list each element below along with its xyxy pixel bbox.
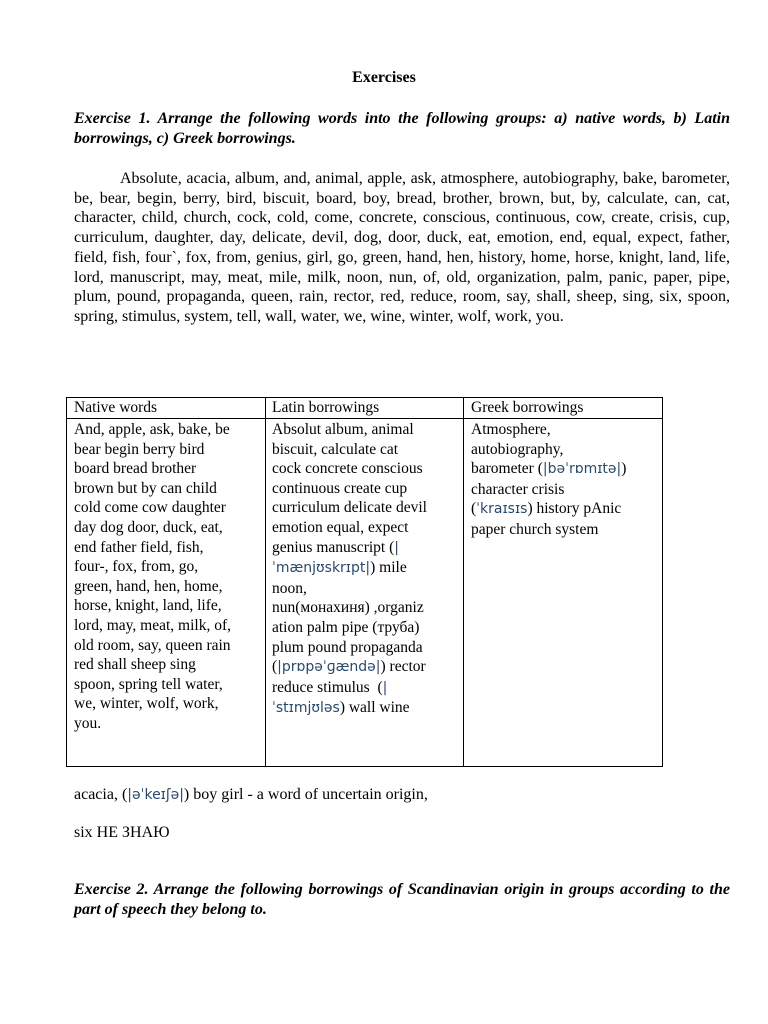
latin-line: [272, 698, 460, 719]
cell-latin-borrowings: [272, 420, 460, 719]
greek-line: [471, 499, 659, 520]
greek-line: Atmosphere,: [471, 421, 551, 438]
greek-text: barometer (: [471, 460, 543, 478]
borrowings-table: [66, 397, 663, 767]
ipa-transcription: ˈstɪmjʊləs: [272, 700, 340, 717]
latin-line: Absolut album, animal: [272, 421, 414, 438]
native-line: lord, may, meat, milk, of,: [74, 616, 231, 634]
header-native-words: Native words: [74, 399, 158, 416]
native-line: board bread brother: [74, 460, 197, 478]
native-line: we, winter, wolf, work,: [74, 695, 219, 713]
native-line: And, apple, ask, bake, be: [74, 421, 230, 438]
latin-text: reduce stimulus (: [272, 678, 383, 696]
native-line: four-, fox, from, go,: [74, 558, 199, 576]
greek-line: character crisis: [471, 480, 565, 498]
column-divider: [265, 398, 266, 766]
latin-text: ) rector: [380, 658, 426, 676]
native-line: red shall sheep sing: [74, 656, 196, 674]
native-line: green, hand, hen, home,: [74, 577, 223, 595]
greek-text: ): [621, 460, 627, 478]
exercise-2-heading: Exercise 2. Arrange the following borrowings of Scandinavian origin in groups according to the part of speech they belong to.: [74, 881, 730, 918]
cell-greek-borrowings: [471, 420, 659, 540]
latin-line: [272, 657, 460, 678]
latin-line: [272, 678, 460, 699]
native-line: bear begin berry bird: [74, 440, 205, 458]
exercise-1-word-list: Absolute, acacia, album, and, animal, apple, ask, atmosphere, autobiography, bake, barometer, be, bear, begin, berry, bird, biscuit, board, boy, bread, brother, brown, but, by, calculate, can, cat, character, child, church, cock, cold, come, concrete, conscious, continuous, cow, create, crisis, cup, curriculum, daughter, day, delicate, devil, dog, door, duck, eat, emotion, end, equal, expect, father, field, fish, four`, fox, from, genius, girl, go, green, hand, hen, history, home, horse, knight, land, life, lord, manuscript, may, meat, mile, milk, noon, nun, of, old, organization, palm, panic, paper, pipe, plum, pound, propaganda, queen, rain, rector, red, reduce, room, say, shall, sheep, sing, six, spoon, spring, stimulus, system, tell, wall, water, we, wine, winter, wolf, work, you.: [74, 170, 730, 325]
latin-line: plum pound propaganda: [272, 638, 423, 656]
ipa-transcription: ˈkraɪsɪs: [476, 501, 528, 518]
native-line: old room, say, queen rain: [74, 636, 231, 654]
native-line: end father field, fish,: [74, 538, 204, 556]
latin-line: [272, 538, 460, 559]
native-line: spoon, spring tell water,: [74, 675, 223, 693]
native-line: brown but by can child: [74, 479, 217, 497]
greek-line: [471, 459, 659, 480]
exercise-1-heading: Exercise 1. Arrange the following words into the following groups: a) native words, b) Latin borrowings, c) Greek borrowings.: [74, 110, 730, 147]
native-line: you.: [74, 714, 102, 732]
ipa-transcription: |: [394, 539, 399, 556]
native-line: day dog door, duck, eat,: [74, 518, 223, 536]
page-title: Exercises: [352, 69, 416, 86]
native-line: horse, knight, land, life,: [74, 597, 222, 615]
latin-line: continuous create cup: [272, 479, 408, 497]
column-divider: [463, 398, 464, 766]
latin-text: ) mile: [370, 559, 407, 577]
latin-text: (: [272, 658, 278, 676]
note-text: acacia, (: [74, 786, 128, 803]
ipa-transcription: |əˈkeɪʃə|: [127, 787, 184, 803]
ipa-transcription: |bəˈrɒmɪtə|: [542, 461, 622, 478]
ipa-transcription: |prɒpəˈɡændə|: [277, 659, 381, 676]
greek-text: ) history pAnic: [527, 500, 622, 518]
latin-line: nun(монахиня) ,organiz: [272, 599, 424, 617]
latin-text: ) wall wine: [339, 699, 410, 717]
greek-text: (: [471, 500, 477, 518]
note-text: ) boy girl - a word of uncertain origin,: [183, 786, 428, 803]
latin-line: noon,: [272, 579, 307, 597]
greek-line: paper church system: [471, 520, 599, 538]
latin-text: genius manuscript (: [272, 538, 395, 556]
unknown-word-note: six НЕ ЗНАЮ: [74, 824, 170, 841]
header-greek-borrowings: Greek borrowings: [471, 399, 584, 416]
cell-native-words: [74, 420, 262, 734]
latin-line: [272, 558, 460, 579]
ipa-transcription: ˈmænjʊskrɪpt|: [272, 560, 371, 577]
header-divider: [67, 418, 662, 419]
header-latin-borrowings: Latin borrowings: [272, 399, 380, 416]
ipa-transcription: |: [382, 679, 388, 696]
latin-line: emotion equal, expect: [272, 518, 409, 536]
latin-line: cock concrete conscious: [272, 460, 423, 478]
latin-line: biscuit, calculate cat: [272, 440, 399, 458]
latin-line: curriculum delicate devil: [272, 499, 427, 517]
latin-line: ation palm pipe (труба): [272, 618, 420, 636]
greek-line: autobiography,: [471, 440, 564, 458]
native-line: cold come cow daughter: [74, 499, 226, 517]
uncertain-origin-note: [74, 786, 428, 804]
